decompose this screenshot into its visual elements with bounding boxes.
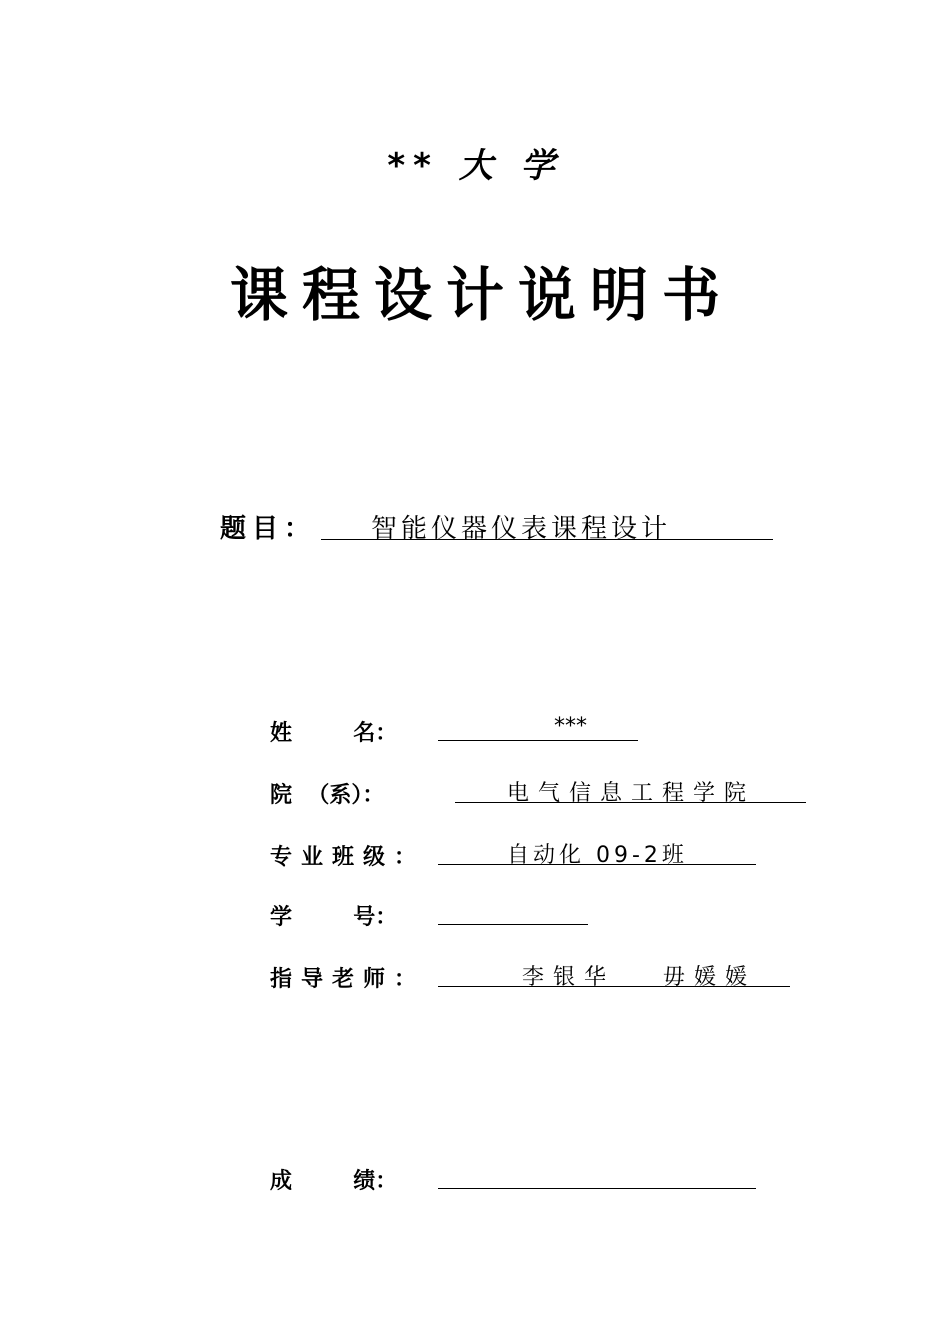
advisor-value: 李银华 毋媛媛 xyxy=(522,965,756,990)
department-field xyxy=(455,776,806,806)
name-value: *** xyxy=(554,714,587,739)
major-class-value: 自动化 09-2班 xyxy=(507,843,688,868)
grade-label: 成 绩： xyxy=(270,1169,398,1194)
name-label: 姓 名： xyxy=(270,721,398,746)
advisor-field xyxy=(438,960,790,990)
document-title: 课程设计说明书 xyxy=(229,261,734,329)
advisor-label: 指导老师： xyxy=(270,967,426,992)
university-name: ** 大 学 xyxy=(387,146,563,186)
major-class-field xyxy=(438,838,756,868)
department-value: 电气信息工程学院 xyxy=(507,781,756,806)
major-class-label: 专业班级： xyxy=(270,845,426,870)
student-id-field xyxy=(438,898,588,925)
topic-field xyxy=(321,508,773,544)
name-field xyxy=(438,714,638,741)
student-id-label: 学 号： xyxy=(270,905,398,930)
topic-value: 智能仪器仪表课程设计 xyxy=(371,514,672,544)
department-label: 院 （系）： xyxy=(270,783,385,808)
topic-label: 题目： xyxy=(220,514,317,544)
grade-field xyxy=(438,1162,756,1189)
